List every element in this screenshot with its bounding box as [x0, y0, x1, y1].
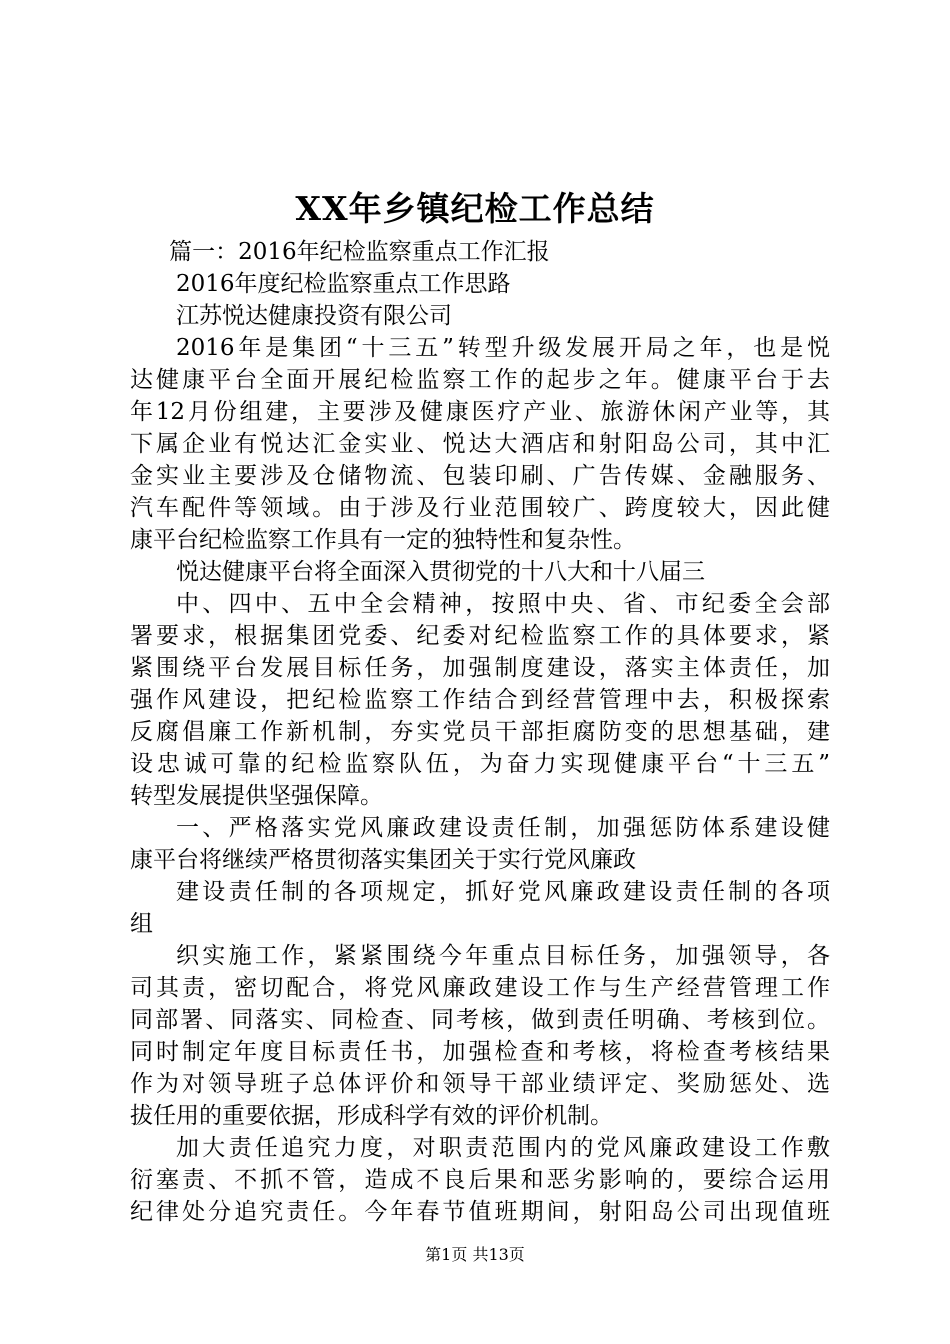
text-line: 作为对领导班子总体评价和领导干部业绩评定、奖励惩处、选: [130, 1071, 830, 1097]
text-line: 强作风建设，把纪检监察工作结合到经营管理中去，积极探索: [130, 687, 830, 713]
text-line: 署要求，根据集团党委、纪委对纪检监察工作的具体要求，紧: [130, 623, 830, 649]
text-line: 悦达健康平台将全面深入贯彻党的十八大和十八届三: [176, 559, 705, 585]
text-line: 建设责任制的各项规定，抓好党风廉政建设责任制的各项: [176, 879, 830, 905]
text-line: 年12月份组建，主要涉及健康医疗产业、旅游休闲产业等，其: [130, 399, 830, 425]
text-line: 下属企业有悦达汇金实业、悦达大酒店和射阳岛公司，其中汇: [130, 431, 830, 457]
text-line: 一、严格落实党风廉政建设责任制，加强惩防体系建设健: [176, 815, 830, 841]
text-line: 汽车配件等领域。由于涉及行业范围较广、跨度较大，因此健: [130, 495, 830, 521]
text-line: 江苏悦达健康投资有限公司: [176, 303, 452, 329]
document-body: [130, 236, 830, 1228]
text-line: 加大责任追究力度，对职责范围内的党风廉政建设工作敷: [176, 1135, 830, 1161]
text-line: 纪律处分追究责任。今年春节值班期间，射阳岛公司出现值班: [130, 1199, 830, 1225]
text-line: 织实施工作，紧紧围绕今年重点目标任务，加强领导，各: [176, 943, 830, 969]
text-line: 拔任用的重要依据，形成科学有效的评价机制。: [130, 1103, 613, 1129]
text-line: 达健康平台全面开展纪检监察工作的起步之年。健康平台于去: [130, 367, 830, 393]
text-line: 紧围绕平台发展目标任务，加强制度建设，落实主体责任，加: [130, 655, 830, 681]
text-line: 康平台将继续严格贯彻落实集团关于实行党风廉政: [130, 847, 636, 873]
text-line: 同时制定年度目标责任书，加强检查和考核，将检查考核结果: [130, 1039, 830, 1065]
page-footer: 第1页 共13页: [425, 1245, 525, 1264]
document-title: XX年乡镇纪检工作总结: [295, 189, 655, 228]
text-line: 设忠诚可靠的纪检监察队伍，为奋力实现健康平台“十三五”: [130, 751, 830, 777]
text-line: 司其责，密切配合，将党风廉政建设工作与生产经营管理工作: [130, 975, 830, 1001]
text-line: 衍塞责、不抓不管，造成不良后果和恶劣影响的，要综合运用: [130, 1167, 830, 1193]
text-line: 2016年度纪检监察重点工作思路: [176, 271, 511, 297]
text-line: 2016年是集团“十三五”转型升级发展开局之年，也是悦: [176, 335, 830, 361]
text-line: 金实业主要涉及仓储物流、包装印刷、广告传媒、金融服务、: [130, 463, 830, 489]
text-line: 转型发展提供坚强保障。: [130, 783, 383, 809]
text-line: 同部署、同落实、同检查、同考核，做到责任明确、考核到位。: [130, 1007, 830, 1033]
text-line: 篇一：2016年纪检监察重点工作汇报: [169, 239, 550, 265]
text-line: 康平台纪检监察工作具有一定的独特性和复杂性。: [130, 527, 636, 553]
text-line: 中、四中、五中全会精神，按照中央、省、市纪委全会部: [176, 591, 830, 617]
text-line: 反腐倡廉工作新机制，夯实党员干部拒腐防变的思想基础，建: [130, 719, 830, 745]
text-line: 组: [130, 911, 153, 937]
